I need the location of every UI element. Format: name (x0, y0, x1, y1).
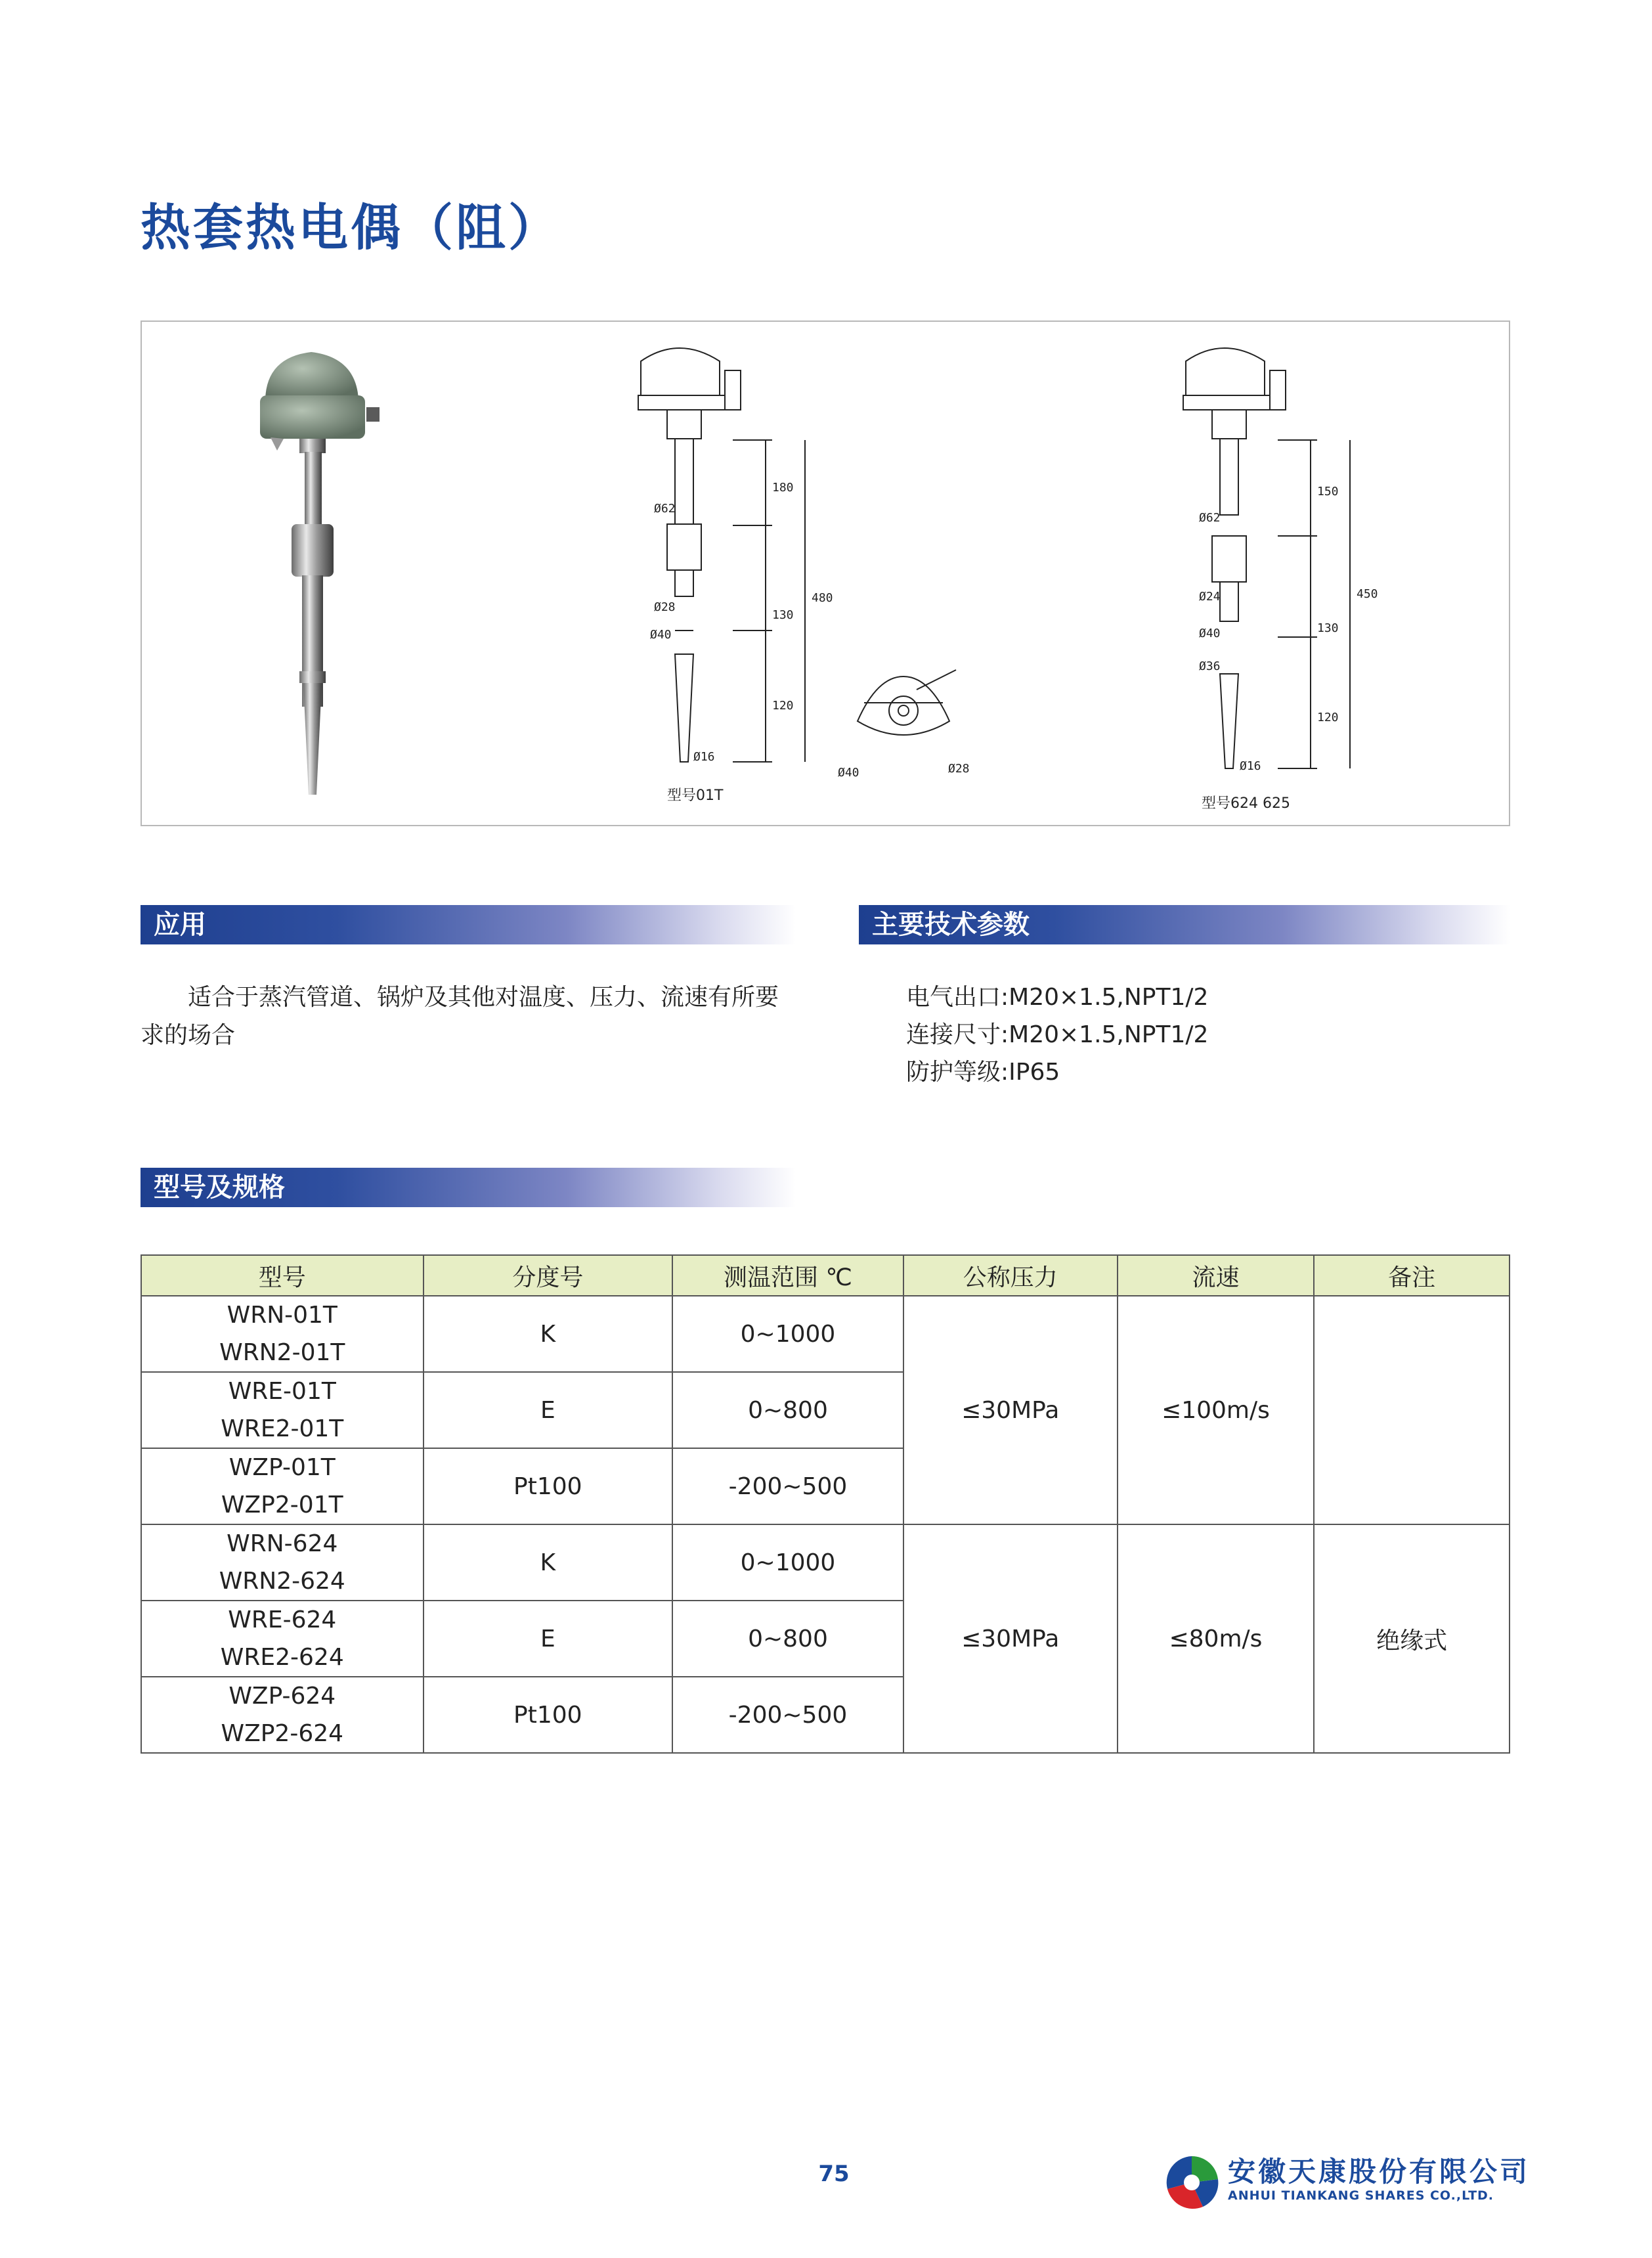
dim-01t-lower: Ø40 (650, 628, 672, 642)
dim-624-neck: Ø36 (1199, 659, 1221, 673)
model-cell: WRN-01T WRN2-01T (141, 1296, 424, 1372)
range-cell: -200~500 (672, 1677, 903, 1753)
dim-01t-bottom: 120 (772, 699, 794, 713)
col-header-pressure: 公称压力 (903, 1255, 1118, 1296)
section-view (858, 670, 956, 735)
range-cell: 0~800 (672, 1601, 903, 1677)
col-header-note: 备注 (1314, 1255, 1510, 1296)
note-cell (1314, 1296, 1510, 1524)
pressure-cell: ≤30MPa (903, 1524, 1118, 1753)
model-cell: WRN-624 WRN2-624 (141, 1524, 424, 1601)
index-cell: E (424, 1372, 673, 1448)
technical-parameter-list (906, 979, 1208, 1091)
section-header-models: 型号及规格 (141, 1168, 796, 1207)
caption-624: 型号624 625 (1202, 795, 1290, 812)
dim-624-tip: Ø16 (1240, 759, 1261, 773)
tech-item-protection-class: 防护等级:IP65 (906, 1059, 1060, 1086)
table-row (141, 1524, 1510, 1601)
model-cell: WZP-01T WZP2-01T (141, 1448, 424, 1524)
model-cell: WRE-01T WRE2-01T (141, 1372, 424, 1448)
speed-cell: ≤100m/s (1118, 1296, 1315, 1524)
index-cell: Pt100 (424, 1448, 673, 1524)
range-cell: 0~800 (672, 1372, 903, 1448)
col-header-model: 型号 (141, 1255, 424, 1296)
product-figure (142, 322, 1509, 825)
application-text: 适合于蒸汽管道、锅炉及其他对温度、压力、流速有所要求的场合 (141, 984, 779, 1049)
section-header-technical: 主要技术参数 (859, 905, 1510, 944)
speed-cell: ≤80m/s (1118, 1524, 1315, 1753)
model-cell: WRE-624 WRE2-624 (141, 1601, 424, 1677)
caption-01t: 型号01T (667, 787, 724, 804)
range-cell: 0~1000 (672, 1524, 903, 1601)
dim-01t-top: 180 (772, 481, 794, 495)
dim-01t-head: Ø62 (654, 502, 676, 516)
dim-01t-mid: 130 (772, 608, 794, 622)
table-header-row (141, 1255, 1510, 1296)
page-title: 热套热电偶（阻） (141, 198, 561, 257)
page-number: 75 (818, 2161, 850, 2187)
dim-624-head: Ø62 (1199, 511, 1221, 525)
range-cell: -200~500 (672, 1448, 903, 1524)
pressure-cell: ≤30MPa (903, 1296, 1118, 1524)
model-cell: WZP-624 WZP2-624 (141, 1677, 424, 1753)
col-header-speed: 流速 (1118, 1255, 1315, 1296)
section-header-application: 应用 (141, 905, 796, 944)
dim-section-outer: Ø40 (838, 766, 859, 780)
dim-624-mid: 130 (1317, 621, 1339, 635)
dim-01t-tip: Ø16 (693, 750, 715, 764)
dim-01t-mid-d: Ø28 (654, 600, 676, 614)
index-cell: E (424, 1601, 673, 1677)
tech-item-electrical-outlet: 电气出口:M20×1.5,NPT1/2 (906, 984, 1209, 1011)
dim-624-top: 150 (1317, 485, 1339, 498)
dim-624-mid-d: Ø24 (1199, 590, 1221, 604)
index-cell: Pt100 (424, 1677, 673, 1753)
range-cell: 0~1000 (672, 1296, 903, 1372)
index-cell: K (424, 1524, 673, 1601)
specification-table (141, 1254, 1510, 1754)
dim-section-inner: Ø28 (948, 762, 970, 776)
product-photo (260, 352, 380, 795)
dim-624-lower: Ø40 (1199, 627, 1221, 640)
product-figure-panel (141, 321, 1510, 826)
tech-item-connection-size: 连接尺寸:M20×1.5,NPT1/2 (906, 1021, 1209, 1048)
index-cell: K (424, 1296, 673, 1372)
col-header-range: 测温范围 ℃ (672, 1255, 903, 1296)
company-logo-icon (1162, 2153, 1221, 2212)
drawing-624 (1183, 348, 1350, 768)
dim-624-bottom: 120 (1317, 711, 1339, 724)
company-name-en: ANHUI TIANKANG SHARES CO.,LTD. (1228, 2188, 1494, 2203)
dim-01t-total: 480 (812, 591, 833, 605)
note-cell: 绝缘式 (1314, 1524, 1510, 1753)
dim-624-total: 450 (1357, 587, 1378, 601)
table-row (141, 1296, 1510, 1372)
company-name-cn: 安徽天康股份有限公司 (1228, 2156, 1531, 2188)
col-header-index: 分度号 (424, 1255, 673, 1296)
